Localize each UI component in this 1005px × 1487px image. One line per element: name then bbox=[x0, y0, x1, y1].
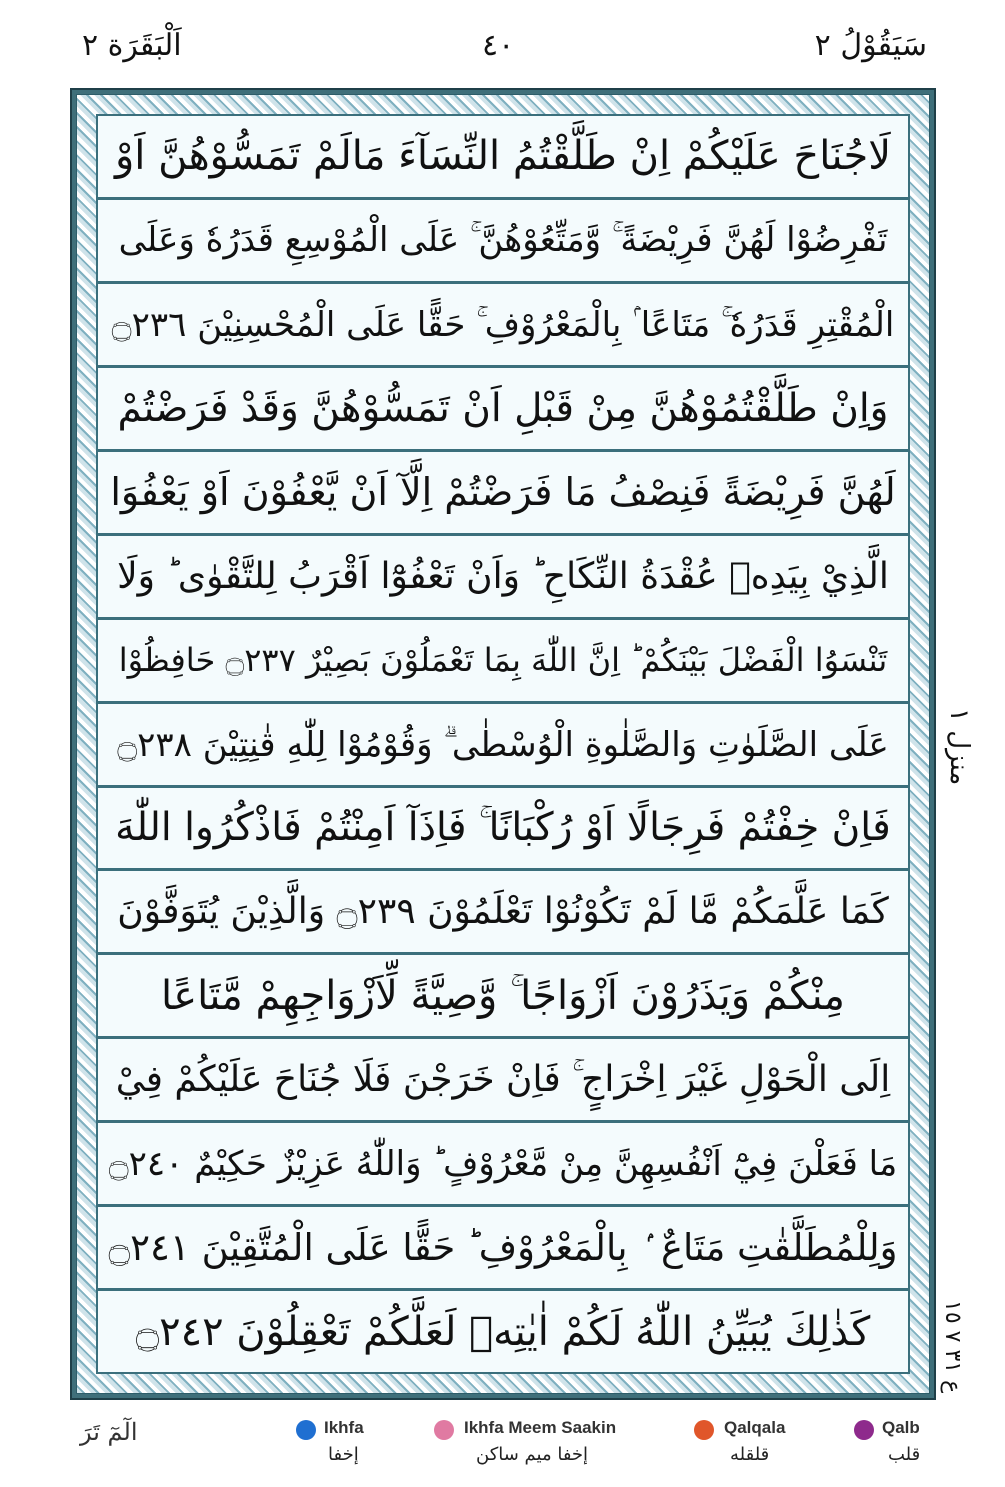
verse-text: لَاجُنَاحَ عَلَيْكُمْ اِنْ طَلَّقْتُمُ النِّسَآءَ مَالَمْ تَمَسُّوْهُنَّ اَوْ bbox=[114, 133, 892, 180]
legend-label-ar: قلب bbox=[888, 1444, 921, 1465]
verse-text: وَلِلْمُطَلَّقٰتِ مَتَاعٌ ۢ بِالْمَعْرُوْفِ ؕ حَقًّا عَلَى الْمُتَّقِيْنَ ۝٢٤١ bbox=[108, 1226, 898, 1270]
verse-line-10 bbox=[98, 871, 908, 952]
verse-line-2 bbox=[98, 200, 908, 281]
verse-text: لَهُنَّ فَرِيْضَةً فَنِصْفُ مَا فَرَضْتُمْ اِلَّآ اَنْ يَّعْفُوْنَ اَوْ يَعْفُوَا bbox=[110, 470, 896, 515]
legend-label-en: Qalqala bbox=[724, 1418, 786, 1437]
legend-label-en: Ikhfa bbox=[324, 1418, 364, 1437]
verse-line-6 bbox=[98, 536, 908, 617]
verse-line-4 bbox=[98, 368, 908, 449]
ikhfa-meem-saakin-color-dot bbox=[434, 1420, 454, 1440]
juz-name: سَيَقُوْلُ ٢ bbox=[814, 28, 927, 63]
legend-label-ar: قلقله bbox=[730, 1444, 770, 1465]
legend-label-ar: إخفا ميم ساكن bbox=[476, 1444, 589, 1465]
verse-line-7 bbox=[98, 620, 908, 701]
verse-line-14 bbox=[98, 1207, 908, 1288]
verse-text: كَمَا عَلَّمَكُمْ مَّا لَمْ تَكُوْنُوْا تَعْلَمُوْنَ ۝٢٣٩ وَالَّذِيْنَ يُتَوَفَّوْنَ bbox=[117, 891, 889, 933]
verse-text: مَا فَعَلْنَ فِيْٓ اَنْفُسِهِنَّ مِنْ مَّعْرُوْفٍ ؕ وَاللّٰهُ عَزِيْزٌ حَكِيْمٌ ۝٢٤٠ bbox=[108, 1144, 898, 1185]
qalb-color-dot bbox=[854, 1420, 874, 1440]
verse-line-5 bbox=[98, 452, 908, 533]
verse-line-8 bbox=[98, 704, 908, 785]
verse-text: عَلَى الصَّلَوٰتِ وَالصَّلٰوةِ الْوُسْطٰى ۗ وَقُوْمُوْا لِلّٰهِ قٰنِتِيْنَ ۝٢٣٨ bbox=[117, 724, 889, 765]
verse-line-9 bbox=[98, 788, 908, 869]
verse-text: تَنْسَوُا الْفَضْلَ بَيْنَكُمْ ؕ اِنَّ اللّٰهَ بِمَا تَعْمَلُوْنَ بَصِيْرٌ ۝٢٣٧ حَافِظُوْا bbox=[118, 641, 888, 680]
ruku-marker: ع ٣١ ٧ ١٥ bbox=[940, 1300, 965, 1394]
verse-line-13 bbox=[98, 1123, 908, 1204]
page-number: ٤٠ bbox=[482, 28, 515, 63]
verse-text: الَّذِيْ بِيَدِهٖ عُقْدَةُ النِّكَاحِ ؕ وَاَنْ تَعْفُوْٓا اَقْرَبُ لِلتَّقْوٰى ؕ وَلَا bbox=[117, 555, 889, 597]
verse-text: اِلَى الْحَوْلِ غَيْرَ اِخْرَاجٍ ۚ فَاِنْ خَرَجْنَ فَلَا جُنَاحَ عَلَيْكُمْ فِيْ bbox=[115, 1058, 891, 1100]
legend-label-en: Qalb bbox=[882, 1418, 920, 1437]
qalqala-color-dot bbox=[694, 1420, 714, 1440]
verse-line-12 bbox=[98, 1039, 908, 1120]
verse-line-1 bbox=[98, 116, 908, 197]
surah-name: اَلْبَقَرَة ٢ bbox=[82, 28, 182, 63]
verse-text: فَاِنْ خِفْتُمْ فَرِجَالًا اَوْ رُكْبَانًا ۚ فَاِذَآ اَمِنْتُمْ فَاذْكُرُوا اللّٰهَ bbox=[115, 805, 891, 851]
legend-label-en: Ikhfa Meem Saakin bbox=[464, 1418, 617, 1437]
verse-line-11 bbox=[98, 955, 908, 1036]
manzil-marker: منزل ١ bbox=[944, 708, 974, 786]
verse-line-3 bbox=[98, 284, 908, 365]
verse-text: كَذٰلِكَ يُبَيِّنُ اللّٰهُ لَكُمْ اٰيٰتِهٖ لَعَلَّكُمْ تَعْقِلُوْنَ ۝٢٤٢ bbox=[135, 1308, 871, 1355]
verse-line-15 bbox=[98, 1291, 908, 1372]
verse-text: الْمُقْتِرِ قَدَرُهٗ ۚ مَتَاعًا ۢ بِالْمَعْرُوْفِ ۚ حَقًّا عَلَى الْمُحْسِنِيْنَ ۝٢٣٦ bbox=[111, 304, 895, 345]
verse-text: مِنْكُمْ وَيَذَرُوْنَ اَزْوَاجًا ۚ وَّصِيَّةً لِّاَزْوَاجِهِمْ مَّتَاعًا bbox=[161, 972, 845, 1019]
verse-text: تَفْرِضُوْا لَهُنَّ فَرِيْضَةً ۚ وَّمَتِّعُوْهُنَّ ۚ عَلَى الْمُوْسِعِ قَدَرُهٗ وَعَلَى bbox=[118, 220, 888, 261]
legend-label-ar: إخفا bbox=[328, 1444, 359, 1465]
ikhfa-color-dot bbox=[296, 1420, 316, 1440]
verse-lines bbox=[98, 116, 908, 1372]
footer-mark: الٓمٓ تَرَ bbox=[80, 1418, 138, 1446]
verse-text: وَاِنْ طَلَّقْتُمُوْهُنَّ مِنْ قَبْلِ اَنْ تَمَسُّوْهُنَّ وَقَدْ فَرَضْتُمْ bbox=[117, 385, 889, 431]
